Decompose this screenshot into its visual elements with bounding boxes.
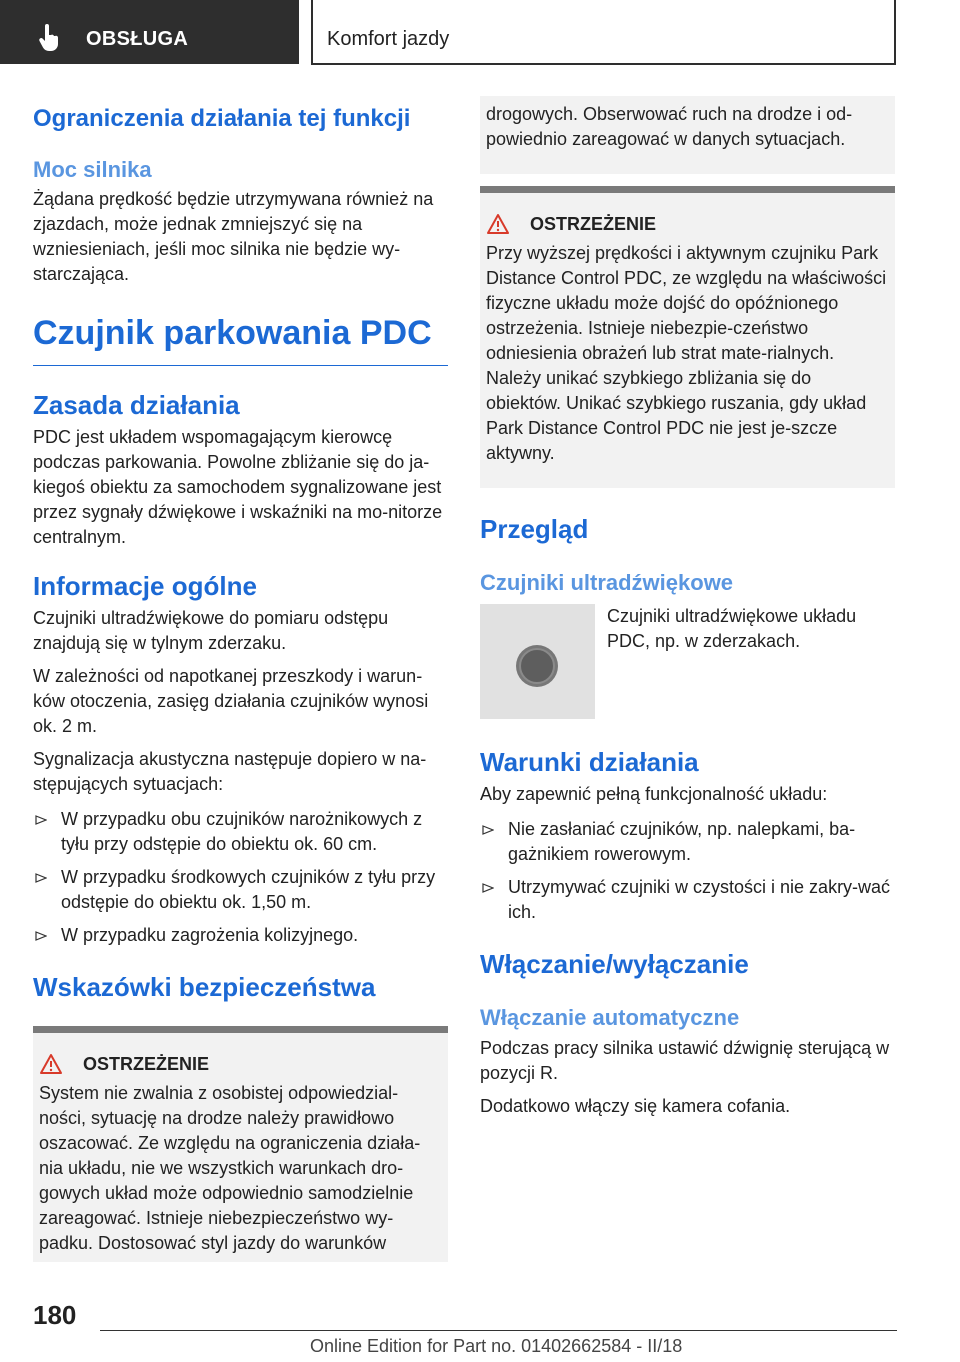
heading-onoff: Włączanie/wyłączanie xyxy=(480,949,749,979)
triangle-bullet-icon xyxy=(35,931,47,941)
heading-pdc: Czujnik parkowania PDC xyxy=(33,314,432,352)
warning-box xyxy=(33,1026,448,1262)
paragraph-principle: PDC jest układem wspomagającym kierowcę podczas parkowania. Powolne zbliżanie się do ja-kiegoś obiektu za samochodem sygnalizowane jest przez sygnały dźwiękowe i wskaźniki na mo-nitorze centralnym. xyxy=(33,427,443,547)
triangle-bullet-icon xyxy=(35,815,47,825)
heading-rule xyxy=(33,365,448,366)
warning-icon xyxy=(39,1053,63,1075)
paragraph-general-1: Czujniki ultradźwiękowe do pomiaru odstępu znajdują się w tylnym zderzaku. xyxy=(33,608,389,653)
heading-general: Informacje ogólne xyxy=(33,571,257,601)
warning-title: OSTRZEŻENIE xyxy=(480,193,895,235)
heading-auto: Włączanie automatyczne xyxy=(480,1005,740,1030)
warning-title: OSTRZEŻENIE xyxy=(33,1033,448,1075)
paragraph-general-2: W zależności od napotkanej przeszkody i warun-ków otoczenia, zasięg działania czujników wynosi ok. 2 m. xyxy=(33,666,429,736)
footer-rule xyxy=(100,1330,897,1331)
warning-text: System nie zwalnia z osobistej odpowiedzial-ności, sytuację na drodze należy prawidłowo oszacować. Ze względu na ograniczenia działa-nia układu, nie we wszystkich warunkach dro-gowych układ może odpowiednio samodzielnie zareagować. Istnieje niebezpieczeństwo wy-padku. Dostosować styl jazdy do warunków xyxy=(39,1083,421,1253)
list-item: Nie zasłaniać czujników, np. nalepkami, ba-gażnikiem rowerowym. xyxy=(480,817,895,867)
sensor-figure xyxy=(480,604,895,719)
warning-text: Przy wyższej prędkości i aktywnym czujniku Park Distance Control PDC, ze względu na właściwości fizyczne układu może dojść do opóźnionego ostrzeżenia. Istnieje niebezpie-czeństwo odniesienia obrażeń lub strat mate-rialnych. Należy unikać szybkiego zbliżania się do obiektów. Unikać szybkiego ruszania, gdy układ Park Distance Control PDC nie jest je-szcze aktywny. xyxy=(486,243,887,463)
right-column xyxy=(480,96,895,1119)
footer-edition: Online Edition for Part no. 01402662584 - II/18 xyxy=(310,1336,683,1356)
paragraph-general-3: Sygnalizacja akustyczna następuje dopiero w na-stępujących sytuacjach: xyxy=(33,749,427,794)
page-number: 180 xyxy=(33,1300,77,1330)
list-item: W przypadku środkowych czujników z tyłu przy odstępie do obiektu ok. 1,50 m. xyxy=(33,865,448,915)
warning-bar xyxy=(33,1026,448,1033)
triangle-bullet-icon xyxy=(35,873,47,883)
paragraph-auto-2: Dodatkowo włączy się kamera cofania. xyxy=(480,1096,791,1116)
sensor-image xyxy=(480,604,595,719)
section-tab xyxy=(0,0,299,64)
warning-icon xyxy=(486,213,510,235)
paragraph-engine: Żądana prędkość będzie utrzymywana również na zjazdach, może jednak zmniejszyć się na wzniesieniach, jeśli moc silnika nie będzie wy-starczająca. xyxy=(33,189,434,284)
heading-limits: Ograniczenia działania tej funkcji xyxy=(33,105,411,132)
triangle-bullet-icon xyxy=(482,825,494,835)
chapter-box xyxy=(311,0,896,65)
paragraph-conditions: Aby zapewnić pełną funkcjonalność układu: xyxy=(480,784,828,804)
paragraph-auto-1: Podczas pracy silnika ustawić dźwignię sterującą w pozycji R. xyxy=(480,1038,890,1083)
paragraph-sensors: Czujniki ultradźwiękowe układu PDC, np. w zderzakach. xyxy=(607,606,857,651)
ultrasonic-sensor-icon xyxy=(480,604,595,719)
heading-overview: Przegląd xyxy=(480,514,589,544)
left-column xyxy=(33,96,448,1262)
chapter-label: Komfort jazdy xyxy=(327,28,450,50)
heading-sensors: Czujniki ultradźwiękowe xyxy=(480,570,734,595)
heading-conditions: Warunki działania xyxy=(480,747,699,777)
warning-box-continued xyxy=(480,96,895,174)
triangle-bullet-icon xyxy=(482,883,494,893)
list-item: W przypadku zagrożenia kolizyjnego. xyxy=(33,923,448,948)
heading-safety: Wskazówki bezpieczeństwa xyxy=(33,972,376,1002)
heading-engine: Moc silnika xyxy=(33,157,152,182)
section-label: OBSŁUGA xyxy=(86,28,189,50)
warning-bar xyxy=(480,186,895,193)
warning-box-2 xyxy=(480,186,895,488)
warning-text-continued: drogowych. Obserwować ruch na drodze i od-powiednio zareagować w danych sytuacjach. xyxy=(486,104,853,149)
heading-principle: Zasada działania xyxy=(33,390,240,420)
hand-pointer-icon xyxy=(38,24,62,52)
list-item: Utrzymywać czujniki w czystości i nie zakry-wać ich. xyxy=(480,875,895,925)
list-item: W przypadku obu czujników narożnikowych z tyłu przy odstępie do obiektu ok. 60 cm. xyxy=(33,807,448,857)
